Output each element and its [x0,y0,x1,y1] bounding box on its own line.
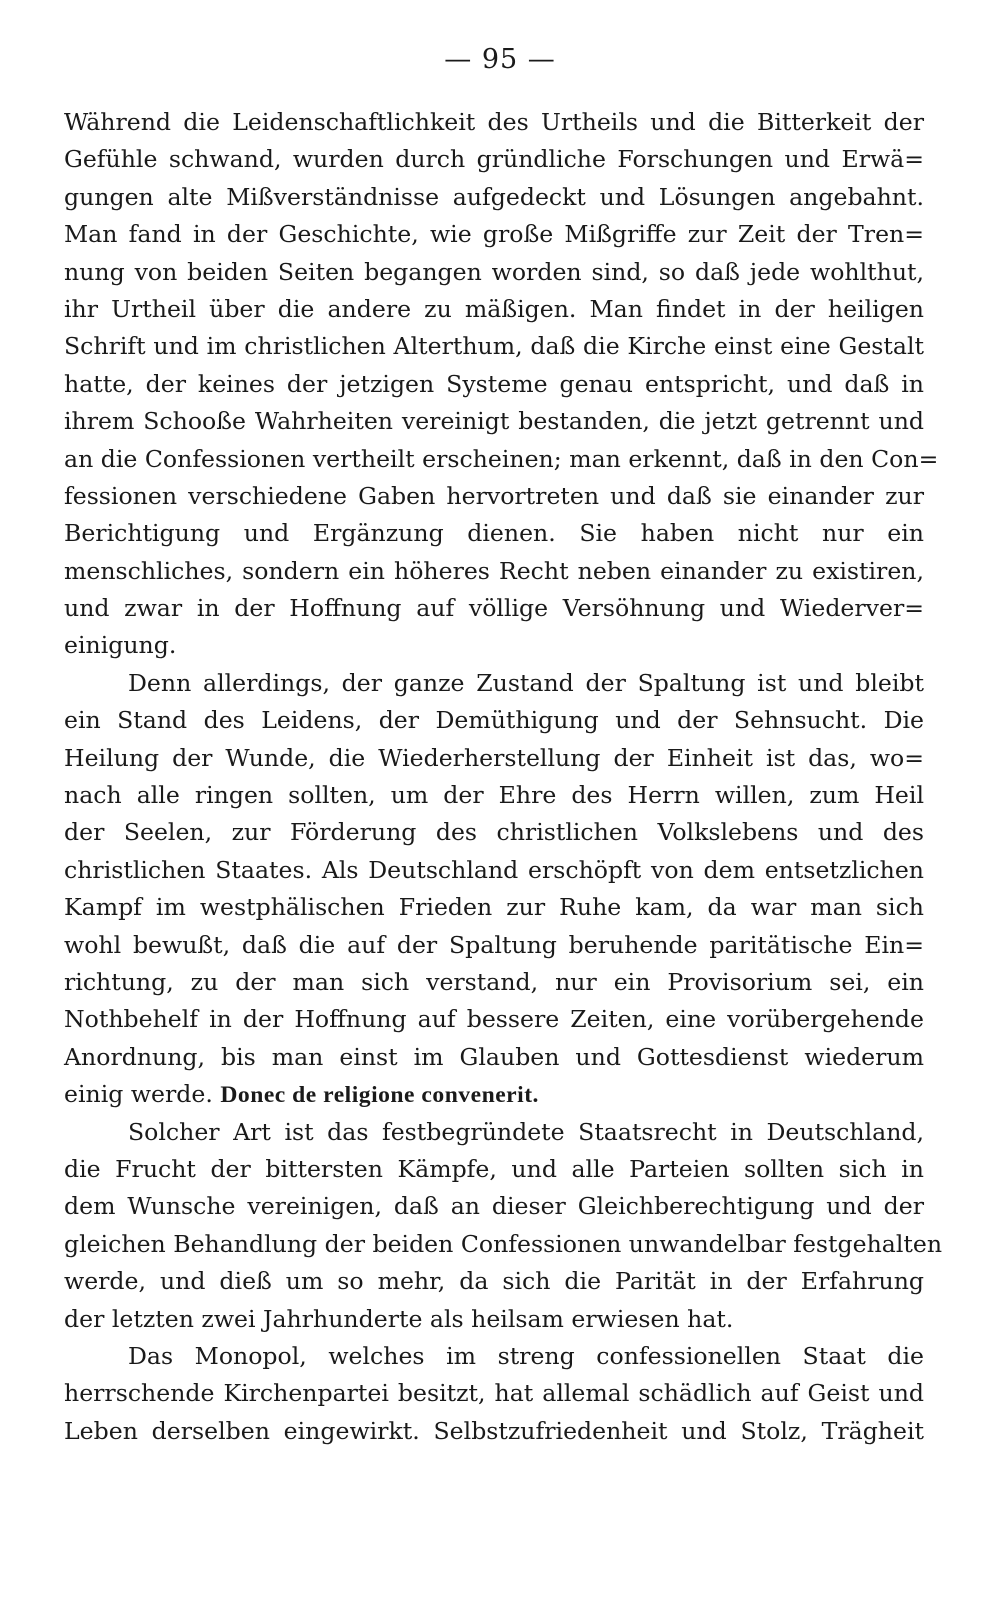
text-line: der Seelen, zur Förderung des christlichen Volkslebens und des [64,818,924,847]
text-line: einigung. [64,631,177,660]
text-line: Nothbehelf in der Hoffnung auf bessere Zeiten, eine vorübergehende [64,1005,924,1034]
text-line: gleichen Behandlung der beiden Confessionen unwandelbar festgehalten [64,1229,943,1258]
paragraph-1 [64,104,939,665]
text-line: Berichtigung und Ergänzung dienen. Sie haben nicht nur ein [64,519,924,548]
text-line: nung von beiden Seiten begangen worden sind, so daß jede wohlthut, [64,257,924,286]
text-line: Heilung der Wunde, die Wiederherstellung der Einheit ist das, wo= [64,743,924,772]
text-line: Während die Leidenschaftlichkeit des Urtheils und die Bitterkeit der [64,108,924,136]
text-line: fessionen verschiedene Gaben hervortreten und daß sie einander zur [64,481,924,510]
text-line: die Frucht der bittersten Kämpfe, und alle Parteien sollten sich in [64,1154,924,1183]
paragraph-4 [64,1338,924,1450]
paragraph-2 [64,665,924,1114]
paragraph-3 [64,1114,943,1338]
text-line: christlichen Staates. Als Deutschland erschöpft von dem entsetzlichen [64,855,924,884]
text-line: Solcher Art ist das festbegründete Staatsrecht in Deutschland, [128,1117,924,1146]
text-line: wohl bewußt, daß die auf der Spaltung beruhende paritätische Ein= [64,930,924,959]
text-line: ihr Urtheil über die andere zu mäßigen. Man findet in der heiligen [64,294,924,323]
text-line: hatte, der keines der jetzigen Systeme genau entspricht, und daß in [64,369,924,398]
text-line-final [64,1076,924,1113]
latin-quote: Donec de religione convenerit. [220,1082,539,1109]
text-line: Leben derselben eingewirkt. Selbstzufriedenheit und Stolz, Trägheit [64,1416,924,1445]
text-line: Denn allerdings, der ganze Zustand der Spaltung ist und bleibt [128,668,924,697]
text-fragment: einig werde. [64,1080,213,1109]
text-line: Schrift und im christlichen Alterthum, daß die Kirche einst eine Gestalt [64,332,924,361]
text-line: ihrem Schooße Wahrheiten vereinigt bestanden, die jetzt getrennt und [64,407,924,436]
body-text [64,104,943,1450]
text-line: menschliches, sondern ein höheres Recht neben einander zu existiren, [64,556,924,585]
text-line: Anordnung, bis man einst im Glauben und Gottesdienst wiederum [64,1042,924,1071]
text-line: ein Stand des Leidens, der Demüthigung und der Sehnsucht. Die [64,706,924,735]
text-line: Gefühle schwand, wurden durch gründliche Forschungen und Erwä= [64,145,924,174]
text-line: werde, und dieß um so mehr, da sich die Parität in der Erfahrung [64,1267,924,1296]
text-line: gungen alte Mißverständnisse aufgedeckt und Lösungen angebahnt. [64,182,924,211]
page-number: — 95 — [444,44,556,75]
text-line: und zwar in der Hoffnung auf völlige Versöhnung und Wiederver= [64,594,924,623]
text-line: der letzten zwei Jahrhunderte als heilsam erwiesen hat. [64,1304,734,1333]
text-line: richtung, zu der man sich verstand, nur ein Provisorium sei, ein [64,967,924,996]
text-line: herrschende Kirchenpartei besitzt, hat allemal schädlich auf Geist und [64,1379,924,1408]
text-line: nach alle ringen sollten, um der Ehre des Herrn willen, zum Heil [64,781,924,810]
text-line: Man fand in der Geschichte, wie große Mißgriffe zur Zeit der Tren= [64,220,924,249]
text-line: an die Confessionen vertheilt erscheinen; man erkennt, daß in den Con= [64,444,939,473]
text-line: Kampf im westphälischen Frieden zur Ruhe kam, da war man sich [64,893,924,922]
text-line: dem Wunsche vereinigen, daß an dieser Gleichberechtigung und der [64,1192,924,1221]
text-line: Das Monopol, welches im streng confessionellen Staat die [128,1341,924,1370]
